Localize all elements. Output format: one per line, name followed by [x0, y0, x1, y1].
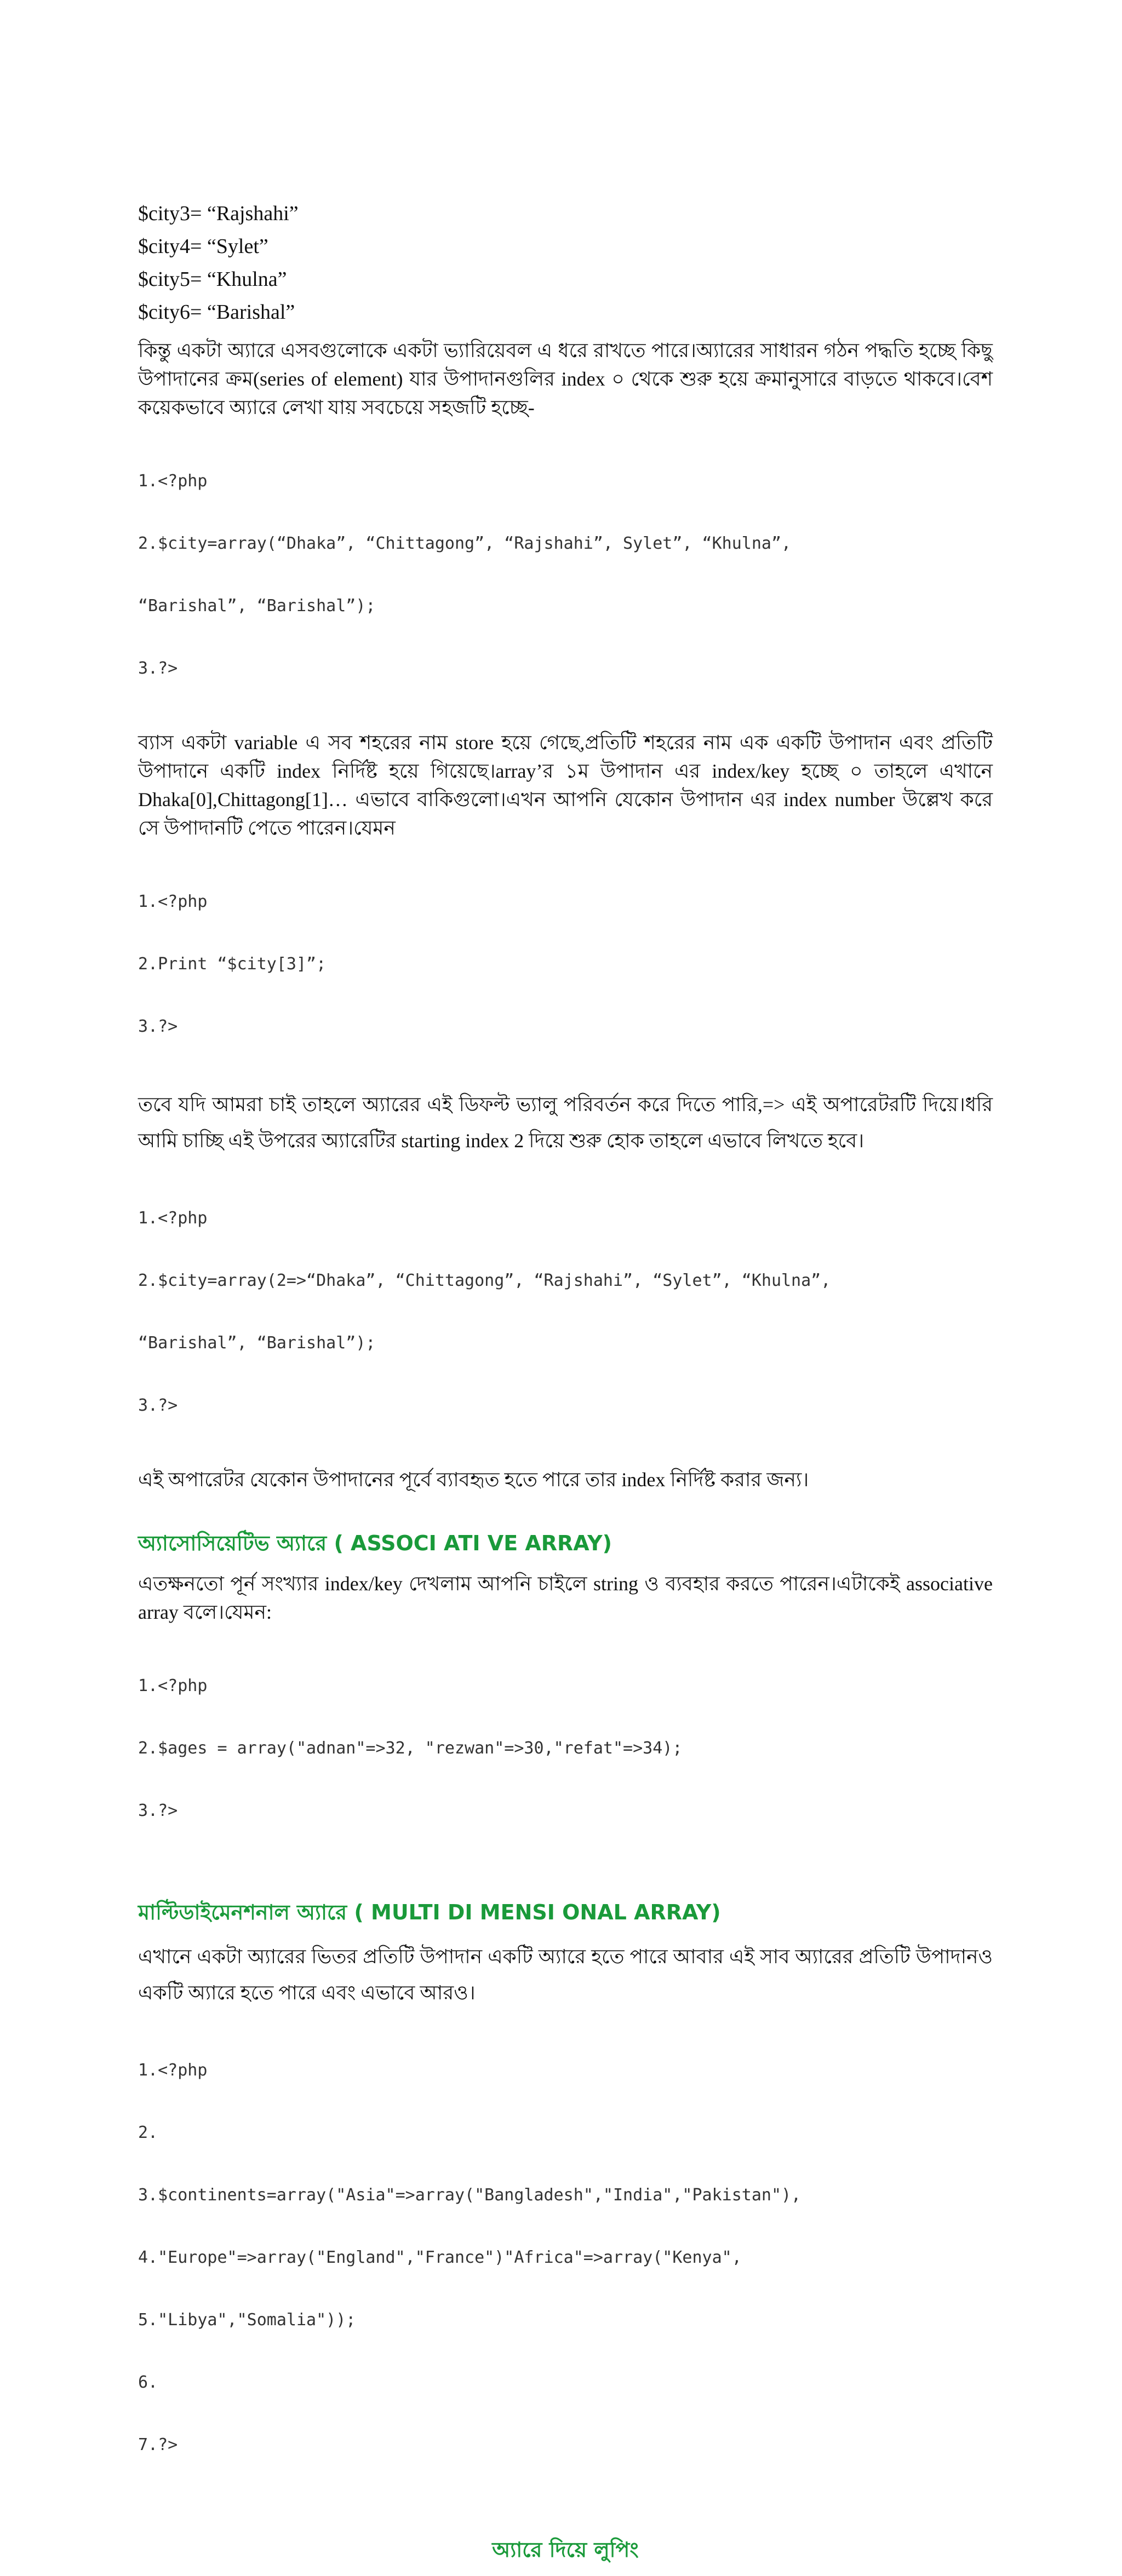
code-line: 1.<?php [138, 2061, 208, 2080]
variable-list [138, 197, 993, 329]
paragraph-multidimensional: এখানে একটা অ্যারের ভিতর প্রতিটি উপাদান একটি অ্যারে হতে পারে আবার এই সাব অ্যারের প্রতিটি উপাদানও একটি অ্যারে হতে পারে এবং এভাবে আরও। [138, 1946, 993, 2004]
heading-associative-array: অ্যাসোসিয়েটিভ অ্যারে ( ASSOCI ATI VE ARRAY) [138, 1531, 612, 1555]
code-line: 1.<?php [138, 472, 208, 491]
code-line: 1.<?php [138, 1676, 208, 1695]
paragraph-operator: তবে যদি আমরা চাই তাহলে অ্যারের এই ডিফল্ট ভ্যালু পরিবর্তন করে দিতে পারি,=> এই অপারেটরটি দিয়ে।ধরি আমি চাচ্ছি এই উপরের অ্যারেটির starting index 2 দিয়ে শুরু হোক তাহলে এভাবে লিখতে হবে। [138, 1094, 993, 1152]
code-line: 3.?> [138, 659, 178, 678]
paragraph-operator-note: এই অপারেটর যেকোন উপাদানের পূর্বে ব্যাবহৃত হতে পারে তার index নির্দিষ্ট করার জন্য। [138, 1469, 809, 1491]
code-block-multidimensional [138, 2019, 993, 2497]
code-line: 2.Print “$city[3]”; [138, 955, 327, 974]
heading-array-looping: অ্যারে দিয়ে লুপিং [492, 2538, 639, 2562]
code-block-start-index [138, 1166, 993, 1458]
code-line: 2.$ages = array("adnan"=>32, "rezwan"=>30,"refat"=>34); [138, 1739, 683, 1758]
paragraph-array-intro: কিন্তু একটা অ্যারে এসবগুলোকে একটা ভ্যারিয়েবল এ ধরে রাখতে পারে।অ্যারের সাধারন গঠন পদ্ধতি হচ্ছে কিছু উপাদানের ক্রম(series of element) যার উপাদানগুলির index ০ থেকে শুরু হয়ে ক্রমানুসারে বাড়তে থাকবে।বেশ কয়েকভাবে অ্যারে লেখা যায় সবচেয়ে সহজটি হচ্ছে- [138, 340, 993, 418]
code-block-simple-array [138, 429, 993, 721]
var-city6: $city6= “Barishal” [138, 301, 295, 324]
code-line: “Barishal”, “Barishal”); [138, 596, 376, 616]
paragraph-associative: এতক্ষনতো পূর্ন সংখ্যার index/key দেখলাম আপনি চাইলে string ও ব্যবহার করতে পারেন।এটাকেই associative array বলে।যেমন: [138, 1573, 993, 1623]
code-block-print [138, 850, 993, 1079]
code-line: 2.$city=array(2=>“Dhaka”, “Chittagong”, “Rajshahi”, “Sylet”, “Khulna”, [138, 1271, 831, 1290]
code-line: 2.$city=array(“Dhaka”, “Chittagong”, “Rajshahi”, Sylet”, “Khulna”, [138, 534, 792, 553]
code-line: 2. [138, 2123, 158, 2142]
var-city3: $city3= “Rajshahi” [138, 202, 299, 225]
code-line: 7.?> [138, 2435, 178, 2454]
code-line: 4."Europe"=>array("England","France")"Africa"=>array("Kenya", [138, 2248, 742, 2267]
code-line: 1.<?php [138, 892, 208, 911]
heading-multidimensional-array: মাল্টিডাইমেনশনাল অ্যারে ( MULTI DI MENSI ONAL ARRAY) [138, 1900, 721, 1924]
code-block-associative [138, 1634, 993, 1863]
code-line: 3.?> [138, 1017, 178, 1036]
code-line: “Barishal”, “Barishal”); [138, 1333, 376, 1353]
code-line: 1.<?php [138, 1209, 208, 1228]
code-line: 3.?> [138, 1801, 178, 1820]
paragraph-array-index: ব্যাস একটা variable এ সব শহরের নাম store হয়ে গেছে,প্রতিটি শহরের নাম এক একটি উপাদান এবং প্রতিটি উপাদানে একটি index নির্দিষ্ট হয়ে গিয়েছে।array’র ১ম উপাদান এর index/key হচ্ছে ০ তাহলে এখানে Dhaka[0],Chittagong[1]… এভাবে বাকিগুলো।এখন আপনি যেকোন উপাদান এর index number উল্লেখ করে সে উপাদানটি পেতে পারেন।যেমন [138, 732, 993, 839]
code-line: 6. [138, 2373, 158, 2392]
var-city5: $city5= “Khulna” [138, 268, 287, 291]
code-line: 3.$continents=array("Asia"=>array("Bangladesh","India","Pakistan"), [138, 2186, 802, 2205]
document-page [138, 197, 993, 2576]
var-city4: $city4= “Sylet” [138, 235, 268, 258]
code-line: 5."Libya","Somalia")); [138, 2310, 356, 2330]
code-line: 3.?> [138, 1396, 178, 1415]
